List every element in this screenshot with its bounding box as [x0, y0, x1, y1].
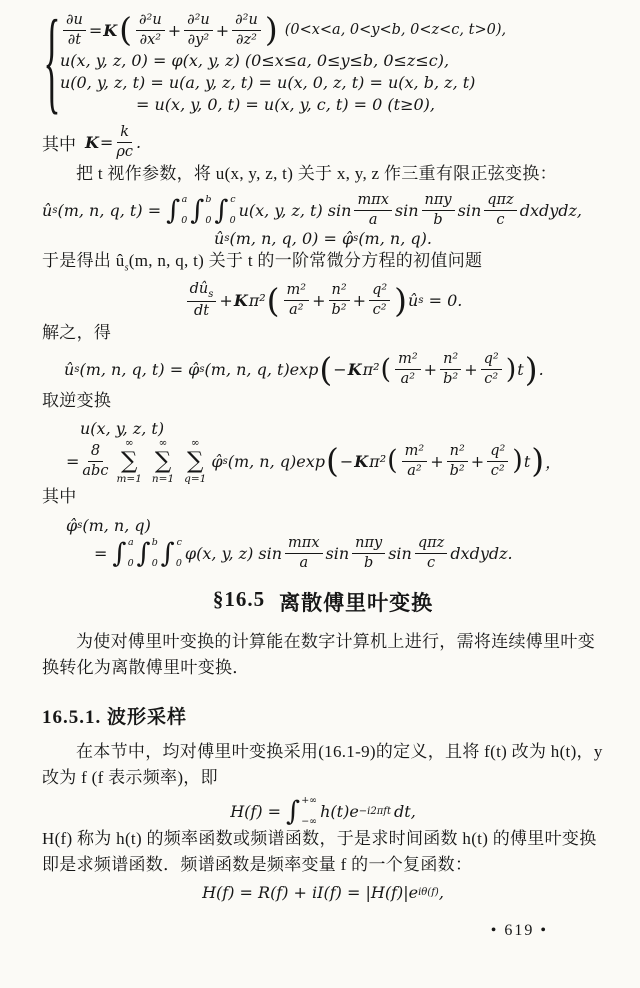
plus-sign: +: [215, 20, 230, 40]
sum-upper-limit: ∞: [190, 437, 200, 450]
fraction-denominator: c: [496, 211, 505, 228]
left-paren: (: [119, 10, 133, 50]
complex-form-equation: [42, 883, 604, 902]
fraction: [354, 192, 391, 228]
fraction: [187, 281, 217, 320]
paragraph-section-intro: 为使对傅里叶变换的计算能在数字计算机上进行，需将连续傅里叶变换转化为离散傅里叶变换．: [42, 632, 595, 677]
integral-limits: [301, 796, 317, 826]
u-hat: û: [64, 360, 75, 380]
summation: [116, 438, 141, 484]
boundary-condition-line2: = u(x, y, 0, t) = u(x, y, c, t) = 0 (t≥0),: [136, 95, 435, 115]
upper-limit: a: [181, 194, 188, 206]
section-heading: [42, 587, 604, 617]
fraction: [484, 192, 516, 228]
integral: [137, 538, 161, 568]
solution-equation: [42, 351, 604, 387]
exp-label: (m, n, q)exp: [227, 451, 325, 471]
phi-hat-lhs: [42, 516, 604, 535]
sin-label: sin: [388, 543, 412, 563]
text-run: (m, n, q, t) 关于 t 的一阶常微分方程的初值问题: [128, 250, 483, 270]
fraction-numerator: [187, 281, 217, 302]
plus-sign: +: [423, 360, 438, 380]
pi-squared: π²: [248, 290, 266, 310]
fraction: [284, 282, 310, 318]
fraction: [136, 12, 165, 48]
script-K-symbol: K: [347, 360, 362, 380]
paragraph-where: 其中: [42, 487, 77, 507]
right-paren: ): [505, 353, 517, 385]
subscript-s: s: [199, 364, 205, 376]
lower-limit: 0: [175, 557, 182, 569]
integral-limits: [181, 195, 187, 225]
fraction-denominator: c²: [484, 371, 499, 388]
equals-sign: =: [99, 133, 114, 153]
fraction: [415, 535, 447, 571]
paragraph-spectrum: H(f) 称为 h(t) 的频率函数或频谱函数，于是求时间函数 h(t) 的傅里叶变换即是求频谱函数．频谱函数是频率变量 f 的一个复函数：: [42, 829, 597, 874]
inverse-equation: [42, 438, 604, 484]
fraction: [481, 351, 502, 387]
upper-limit: b: [205, 194, 212, 206]
integrand: u(x, y, z, t) sin: [238, 200, 352, 220]
script-K-symbol: K: [103, 20, 118, 40]
fraction: [487, 443, 508, 479]
lower-limit: −∞: [301, 815, 318, 827]
fraction-numerator: qπz: [415, 535, 447, 554]
lower-limit: 0: [127, 557, 134, 569]
sum-sign: ∑: [120, 447, 138, 474]
right-paren: ): [264, 10, 278, 50]
fraction-denominator: ρc: [116, 144, 133, 161]
period: .: [538, 360, 544, 380]
integrand: h(t)e: [320, 801, 359, 821]
fraction-numerator: n²: [447, 443, 468, 462]
fraction-numerator: mπx: [285, 535, 322, 554]
script-K-symbol: K: [85, 133, 99, 153]
upper-limit: c: [230, 194, 236, 206]
where-k-definition: [42, 124, 604, 160]
paragraph-sampling-intro: 在本节中，均对傅里叶变换采用(16.1-9)的定义，且将 f(t) 改为 h(t)，y 改为 f (f 表示频率)，即: [42, 742, 603, 787]
integral-limits: [205, 195, 211, 225]
fraction-numerator: nπy: [422, 192, 455, 211]
fraction: [402, 443, 428, 479]
sum-lower-limit: q=1: [184, 472, 207, 485]
right-paren: ): [394, 280, 408, 320]
fraction: [285, 535, 322, 571]
phi-hat: φ̂: [211, 451, 223, 471]
inverse-lhs: u(x, y, z, t): [80, 419, 165, 439]
section-number: §16.5: [212, 587, 266, 612]
ode-equation: [42, 281, 604, 320]
paragraph-inverse: 取逆变换: [42, 390, 112, 410]
fraction: [116, 124, 133, 160]
fraction: [352, 535, 385, 571]
fraction-numerator: ∂²u: [184, 12, 213, 31]
boundary-condition-line1: u(0, y, z, t) = u(a, y, z, t) = u(x, 0, z, t) = u(x, b, z, t): [60, 73, 476, 93]
upper-limit: a: [127, 537, 134, 548]
integral-sign: ∫: [166, 194, 181, 226]
sum-upper-limit: ∞: [158, 437, 168, 450]
lower-limit: 0: [151, 557, 158, 569]
fraction: [395, 351, 421, 387]
subscript-s: s: [77, 519, 83, 531]
fraction-numerator: ∂²u: [136, 12, 165, 31]
lower-limit: 0: [181, 214, 188, 226]
right-paren: ): [524, 349, 538, 389]
paragraph-transform-intro: 把 t 视作参数，将 u(x, y, z, t) 关于 x, y, z 作三重有限正弦变换：: [76, 163, 557, 183]
exponent: iθ(f): [418, 887, 439, 899]
fraction: [422, 192, 455, 228]
sine-transform-equation: [42, 192, 604, 228]
differentials: dxdydz,: [519, 200, 583, 220]
upper-limit: c: [176, 537, 182, 548]
fraction-numerator: m²: [402, 443, 428, 462]
pde-system: [42, 0, 604, 127]
plus-sign: +: [352, 290, 367, 310]
subscript-s: s: [124, 261, 129, 273]
fraction-numerator: 8: [88, 443, 103, 462]
plus-sign: +: [430, 451, 444, 471]
lhs-args: (m, n, q, t) =: [57, 200, 167, 220]
exponent: −i2πft: [358, 805, 392, 817]
plus-sign: +: [464, 360, 478, 380]
integral-sign: ∫: [190, 194, 205, 226]
sum-lower-limit: n=1: [151, 472, 175, 485]
fraction: [440, 351, 461, 387]
fraction-numerator: n²: [329, 282, 350, 301]
left-paren: (: [266, 280, 280, 320]
upper-limit: +∞: [301, 795, 318, 807]
domain-condition: (0<x<a, 0<y<b, 0<z<c, t>0),: [284, 22, 507, 39]
sin-label: sin: [325, 543, 350, 563]
fraction-numerator: k: [117, 124, 132, 143]
fraction-denominator: ∂z²: [236, 31, 257, 48]
integral-limits: [176, 538, 182, 568]
plus-sign: +: [312, 290, 326, 310]
subsection-heading: 16.5.1. 波形采样: [42, 707, 188, 729]
fraction-denominator: a: [368, 211, 378, 228]
fraction-denominator: b²: [443, 371, 459, 388]
right-paren: ): [512, 445, 523, 477]
integral-sign: ∫: [214, 194, 229, 226]
subscript-s: s: [74, 364, 80, 376]
fraction-denominator: abc: [82, 462, 109, 479]
text-run: 于是得出 û: [42, 250, 125, 270]
fraction-denominator: b²: [331, 301, 347, 318]
script-K-symbol: K: [354, 451, 369, 471]
differential: dt,: [394, 801, 416, 821]
subscript-s: s: [222, 455, 228, 467]
fraction-denominator: c²: [372, 301, 387, 318]
upper-limit: b: [151, 537, 158, 548]
fraction-denominator: dt: [193, 303, 210, 320]
lower-limit: 0: [205, 214, 212, 226]
fourier-transform-equation: [42, 796, 604, 826]
fraction: [82, 443, 108, 479]
integral-limits: [230, 195, 236, 225]
equals-sign: =: [88, 20, 103, 40]
equals-sign: =: [66, 451, 80, 471]
fraction-denominator: a²: [289, 301, 304, 318]
fraction-denominator: c: [427, 554, 436, 571]
system-lines: [60, 12, 506, 114]
fraction-denominator: a²: [407, 462, 422, 479]
summation: [184, 438, 206, 484]
integral-sign: ∫: [160, 537, 175, 569]
page-number: • 619 •: [490, 922, 548, 940]
fraction: [369, 282, 390, 318]
minus-sign: −: [339, 451, 354, 471]
comma: ，: [545, 452, 562, 472]
sin-label: sin: [394, 200, 419, 220]
integral-sign: ∫: [112, 537, 127, 569]
paragraph-ode-intro: [42, 248, 604, 275]
fraction-denominator: b: [433, 211, 443, 228]
integral-limits: [152, 538, 158, 568]
pi-squared: π²: [362, 360, 380, 380]
sum-sign: ∑: [154, 447, 172, 474]
where-label: 其中: [42, 135, 76, 155]
fraction-denominator: ∂x²: [139, 31, 162, 48]
u-hat-lhs: û: [42, 200, 53, 220]
phi-hat-equation: [42, 535, 604, 571]
script-K-symbol: K: [233, 290, 248, 310]
fraction-numerator: m²: [284, 282, 310, 301]
phi-hat: φ̂: [66, 515, 78, 535]
initial-condition: u(x, y, z, 0) = φ(x, y, z) (0≤x≤a, 0≤y≤b, 0≤z≤c),: [60, 51, 450, 71]
u-hat: û: [214, 228, 225, 248]
fraction-numerator: q²: [369, 282, 390, 301]
plus-sign: +: [167, 20, 182, 40]
right-paren: ): [531, 441, 545, 481]
fraction-numerator: m²: [395, 351, 421, 370]
equals-zero: = 0.: [423, 290, 463, 310]
fraction-numerator: nπy: [352, 535, 385, 554]
fraction: [63, 12, 86, 48]
fraction: [184, 12, 213, 48]
equation-tail: (m, n, q).: [358, 228, 432, 248]
fraction-numerator: ∂u: [63, 12, 86, 31]
paragraph-solve: 解之，得: [42, 322, 112, 342]
left-paren: (: [325, 441, 339, 481]
variable-t: t: [523, 451, 531, 471]
left-paren: (: [380, 353, 392, 385]
summation: [152, 438, 174, 484]
fraction: [329, 282, 350, 318]
fraction-denominator: b: [364, 554, 374, 571]
sin-label: sin: [457, 200, 482, 220]
left-paren: (: [387, 445, 398, 477]
integral: [190, 195, 214, 225]
fraction-numerator: n²: [440, 351, 461, 370]
fraction-numerator: qπz: [484, 192, 516, 211]
integral-sign: ∫: [136, 537, 151, 569]
integral: [166, 195, 190, 225]
fraction-denominator: ∂t: [67, 31, 82, 48]
d-u-hat: dû: [189, 280, 209, 297]
subscript-s: s: [353, 232, 359, 244]
fraction-denominator: b²: [449, 462, 465, 479]
comma: ,: [438, 883, 444, 903]
minus-sign: −: [333, 360, 347, 380]
fraction-denominator: c²: [490, 462, 505, 479]
integral-sign: ∫: [286, 795, 301, 827]
subscript-s: s: [418, 294, 424, 306]
plus-sign: +: [219, 290, 233, 310]
sum-upper-limit: ∞: [124, 437, 134, 450]
fraction-numerator: ∂²u: [232, 12, 261, 31]
subscript-s: s: [52, 204, 58, 216]
differentials: dxdydz.: [450, 543, 513, 563]
fraction: [447, 443, 468, 479]
section-title: 离散傅里叶变换: [279, 591, 434, 616]
integral: [113, 538, 137, 568]
u-hat: û: [408, 290, 419, 310]
lhs-args: (m, n, q): [82, 515, 151, 535]
fraction-denominator: ∂y²: [187, 31, 210, 48]
left-paren: (: [319, 349, 333, 389]
integral: [161, 538, 185, 568]
pi-squared: π²: [369, 451, 387, 471]
fraction-denominator: a²: [400, 371, 416, 388]
transform-initial-value: [42, 229, 604, 248]
integrand: φ(x, y, z) sin: [184, 543, 283, 563]
equation-body: H(f) = R(f) + iI(f) = |H(f)|e: [202, 883, 419, 903]
equation-middle: (m, n, q, t) = φ̂: [79, 360, 200, 380]
variable-t: t: [517, 360, 524, 380]
integral-limits: [128, 538, 134, 568]
fraction: [232, 12, 261, 48]
integral: [286, 796, 320, 826]
fraction-numerator: q²: [481, 351, 502, 370]
period: .: [135, 133, 142, 153]
fraction-denominator: a: [299, 554, 309, 571]
system-brace: {: [43, 0, 61, 127]
subscript-s: s: [224, 232, 230, 244]
pde-equation: [60, 12, 506, 48]
equals-sign: =: [94, 543, 113, 563]
exp-label: (m, n, q, t)exp: [204, 360, 319, 380]
lower-limit: 0: [229, 214, 236, 226]
sum-sign: ∑: [187, 447, 204, 474]
sum-lower-limit: m=1: [116, 472, 142, 485]
H-f-lhs: H(f) =: [230, 801, 287, 821]
integral: [214, 195, 238, 225]
plus-sign: +: [470, 451, 485, 471]
fraction-numerator: mπx: [354, 192, 391, 211]
fraction-numerator: q²: [487, 443, 508, 462]
equation-middle: (m, n, q, 0) = φ̂: [229, 228, 354, 248]
subscript-s: s: [208, 288, 214, 300]
